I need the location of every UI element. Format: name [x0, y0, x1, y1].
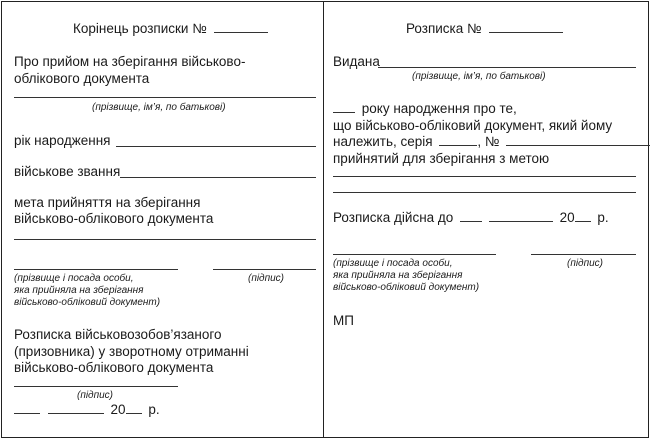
receipt-number-label: , № — [477, 134, 500, 149]
receipt-number-field[interactable] — [489, 21, 563, 33]
stub-line1: Про прийом на зберігання військово- — [14, 54, 246, 69]
stub-birth-year-label: рік народження — [14, 133, 111, 148]
receipt-birth-year-field[interactable] — [333, 101, 355, 113]
stub-month-field[interactable] — [48, 402, 104, 414]
stub-signature-field[interactable] — [213, 269, 316, 270]
receipt-valid-label: Розписка дійсна до — [333, 210, 454, 225]
stub-person-caption3: військово-обліковий документ) — [14, 297, 161, 308]
stub-fio-caption: (прізвище, ім’я, по батькові) — [92, 102, 226, 113]
receipt-doc-number-field[interactable] — [506, 134, 650, 146]
stub-person-caption2: яка прийняла на зберігання — [14, 285, 144, 296]
receipt-title-text: Розписка № — [406, 21, 482, 36]
stub-purpose-line2: військово-облікового документа — [14, 211, 214, 226]
receipt-body-line3 — [333, 134, 650, 150]
stub-day-field[interactable] — [14, 402, 40, 414]
stub-return-line2: (призовника) у зворотному отриманні — [14, 344, 249, 359]
stub-return-signature-caption: (підпис) — [77, 390, 113, 401]
receipt-person-caption3: військово-обліковий документ) — [333, 282, 480, 293]
stub-purpose-field[interactable] — [14, 239, 316, 240]
receipt-signature-caption: (підпис) — [567, 258, 603, 269]
receipt-signature-field[interactable] — [531, 254, 636, 255]
receipt-body1-text: року народження про те, — [361, 101, 517, 116]
stub-number-field[interactable] — [214, 21, 268, 33]
receipt-person-field[interactable] — [333, 254, 496, 255]
receipt-valid-day-field[interactable] — [460, 210, 482, 222]
stub-fio-field[interactable] — [14, 97, 316, 98]
stub-return-line1: Розписка військовозобов’язаного — [14, 327, 222, 342]
stub-title — [73, 21, 268, 37]
receipt-body-line1 — [333, 101, 517, 117]
receipt-purpose-field1[interactable] — [333, 176, 636, 177]
stub-signature-caption: (підпис) — [248, 273, 284, 284]
receipt-series-label: належить, серія — [333, 134, 433, 149]
receipt-fio-caption: (прізвище, ім’я, по батькові) — [412, 71, 546, 82]
stub-purpose-line1: мета прийняття на зберігання — [14, 195, 201, 210]
receipt-stamp-place: МП — [333, 313, 354, 328]
receipt-valid-month-field[interactable] — [489, 210, 553, 222]
stub-date-line — [14, 402, 160, 418]
stub-line2: облікового документа — [14, 71, 150, 86]
stub-year-prefix: 20 — [110, 402, 126, 417]
stub-person-caption1: (прізвище і посада особи, — [14, 273, 134, 284]
receipt-person-caption1: (прізвище і посада особи, — [333, 258, 453, 269]
receipt-body-line4: прийнятий для зберігання з метою — [333, 151, 550, 166]
stub-year-field[interactable] — [126, 402, 142, 414]
receipt-fio-field[interactable] — [378, 67, 636, 68]
receipt-issued-label: Видана — [333, 54, 380, 69]
stub-return-line3: військово-облікового документа — [14, 360, 214, 375]
stub-title-text: Корінець розписки № — [73, 21, 207, 36]
stub-person-field[interactable] — [14, 269, 178, 270]
receipt-valid-year-field[interactable] — [575, 210, 591, 222]
receipt-title — [406, 21, 563, 37]
stub-rank-field[interactable] — [120, 177, 316, 178]
receipt-year-suffix: р. — [597, 210, 609, 225]
receipt-person-caption2: яка прийняла на зберігання — [333, 270, 463, 281]
stub-rank-label: військове звання — [14, 164, 121, 179]
receipt-body-line2: що військово-обліковий документ, який йому — [333, 118, 613, 133]
stub-birth-year-field[interactable] — [116, 146, 316, 147]
receipt-year-prefix: 20 — [559, 210, 575, 225]
stub-year-suffix: р. — [148, 402, 160, 417]
stub-return-signature-field[interactable] — [14, 386, 178, 387]
receipt-series-field[interactable] — [439, 134, 477, 146]
tear-line-divider — [323, 1, 324, 438]
receipt-purpose-field2[interactable] — [333, 192, 636, 193]
receipt-valid-line — [333, 210, 609, 226]
